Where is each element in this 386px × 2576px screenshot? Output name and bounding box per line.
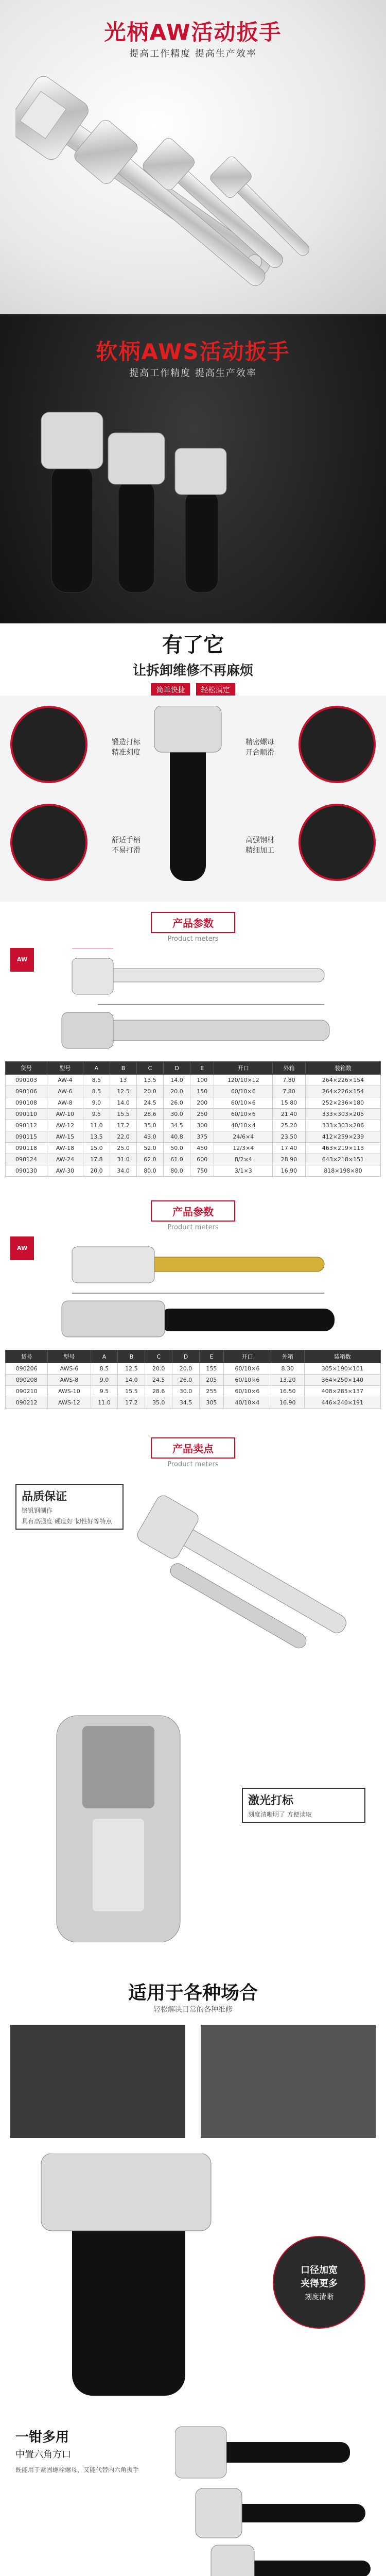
table-cell: 60/10×6	[214, 1086, 273, 1097]
quality-box-1	[15, 1484, 124, 1530]
table-cell: 28.90	[273, 1154, 306, 1165]
table-row	[6, 1165, 381, 1177]
table-cell: 200	[190, 1097, 214, 1109]
quality-box2-sub: 刻度清晰明了 方便读取	[248, 1811, 312, 1818]
product-params-chrome	[0, 902, 386, 1190]
col-header: C	[136, 1062, 163, 1075]
table-cell: 43.0	[136, 1131, 163, 1143]
brand-logo-badge: AW	[10, 948, 34, 972]
table-cell: 40.8	[164, 1131, 190, 1143]
table-cell: 8.5	[83, 1086, 110, 1097]
table-cell: 13	[110, 1075, 136, 1086]
dimension-diagram-soft	[41, 1236, 350, 1345]
table-cell: 090106	[6, 1086, 47, 1097]
tagline-pill-2: 轻松搞定	[196, 683, 235, 696]
col-header: 开口	[214, 1062, 273, 1075]
col-header: A	[83, 1062, 110, 1075]
table-cell: 300	[190, 1120, 214, 1131]
table-cell: 150	[190, 1086, 214, 1097]
table-cell: 13.5	[83, 1131, 110, 1143]
hero2-title: 软柄AWS活动扳手	[96, 339, 290, 364]
col-header: 货号	[6, 1350, 48, 1363]
params2-header	[0, 1200, 386, 1231]
table-cell: 15.5	[110, 1109, 136, 1120]
table-cell: 090210	[6, 1386, 48, 1397]
table-cell: 8.30	[271, 1363, 305, 1375]
table-row	[6, 1086, 381, 1097]
table-row	[6, 1109, 381, 1120]
table-cell: 9.0	[91, 1375, 118, 1386]
col-header: 外箱	[271, 1350, 305, 1363]
table-cell: 305	[199, 1397, 223, 1409]
table-cell: AWS-6	[48, 1363, 91, 1375]
table-cell: 333×303×205	[305, 1109, 380, 1120]
table-cell: 17.2	[110, 1120, 136, 1131]
table-cell: 205	[199, 1375, 223, 1386]
table-cell: 35.0	[136, 1120, 163, 1131]
table-cell: 090108	[6, 1097, 47, 1109]
table-cell: 60/10×6	[214, 1109, 273, 1120]
feature-label-1: 锻造打标 精准刻度	[112, 738, 141, 757]
table-cell: 26.0	[172, 1375, 200, 1386]
table-cell: 090124	[6, 1154, 47, 1165]
table-cell: 12.5	[110, 1086, 136, 1097]
tagline-sub: 让拆卸维修不再麻烦	[132, 663, 253, 679]
params1-subtitle: Product meters	[167, 935, 219, 943]
table-cell: 8/2×4	[214, 1154, 273, 1165]
table-cell: 090115	[6, 1131, 47, 1143]
table-cell: 60/10×6	[223, 1363, 271, 1375]
table-cell: 80.0	[136, 1165, 163, 1177]
dimension-diagram-chrome	[41, 948, 350, 1056]
params1-title: 产品参数	[151, 912, 235, 933]
table-row	[6, 1375, 381, 1386]
table-cell: 375	[190, 1131, 214, 1143]
hero-subtitle: 提高工作精度 提高生产效率	[129, 48, 257, 59]
table-cell: 090118	[6, 1143, 47, 1154]
table-row	[6, 1363, 381, 1375]
brand-logo-badge: AW	[10, 1236, 34, 1260]
col-header: 开口	[223, 1350, 271, 1363]
feature-center-wrench	[113, 706, 268, 891]
col-header: E	[199, 1350, 223, 1363]
table-cell: 17.2	[118, 1397, 145, 1409]
table-cell: 23.50	[273, 1131, 306, 1143]
selling-points	[0, 1427, 386, 1968]
table-cell: 252×236×180	[305, 1097, 380, 1109]
table-cell: 450	[190, 1143, 214, 1154]
table-cell: 24.5	[136, 1097, 163, 1109]
quality-box1-note: 具有高强度 硬度好 韧性好等特点	[22, 1518, 112, 1525]
scenario-badge-line2: 夹得更多	[301, 2278, 338, 2289]
hero-title: 光柄AW活动扳手	[104, 20, 282, 45]
table-cell: 34.5	[164, 1120, 190, 1131]
hero2-subtitle: 提高工作精度 提高生产效率	[129, 368, 257, 379]
table-cell: 090206	[6, 1363, 48, 1375]
table-row	[6, 1143, 381, 1154]
table-cell: AW-18	[47, 1143, 83, 1154]
table-cell: AW-6	[47, 1086, 83, 1097]
quality-box-2	[242, 1788, 365, 1823]
hero-chrome-wrench	[0, 0, 386, 314]
feature-bubble-3	[299, 706, 376, 783]
scenario-title: 适用于各种场合	[128, 1982, 258, 2004]
table-cell: 12/3×4	[214, 1143, 273, 1154]
table-cell: 155	[199, 1363, 223, 1375]
table-cell: 600	[190, 1154, 214, 1165]
feature-label-2: 舒适手柄 不易打滑	[112, 836, 141, 855]
col-header: C	[145, 1350, 172, 1363]
multi-use-and-range	[0, 2411, 386, 2576]
table-cell: 120/10×12	[214, 1075, 273, 1086]
table-cell: 14.0	[118, 1375, 145, 1386]
tagline-pill-1: 简单快捷	[151, 683, 190, 696]
table-cell: 20.0	[172, 1363, 200, 1375]
table-row	[6, 1154, 381, 1165]
scenario-badge	[273, 2236, 365, 2329]
table-cell: 408×285×137	[304, 1386, 380, 1397]
product-params-soft	[0, 1190, 386, 1427]
params1-header	[0, 912, 386, 943]
table-cell: 100	[190, 1075, 214, 1086]
table-cell: 80.0	[164, 1165, 190, 1177]
table-cell: 15.5	[118, 1386, 145, 1397]
feature-bubble-1	[10, 706, 87, 783]
table-cell: 090130	[6, 1165, 47, 1177]
col-header: 货号	[6, 1062, 47, 1075]
table-cell: 090212	[6, 1397, 48, 1409]
feature-label-4: 高强钢材 精细加工	[245, 836, 274, 855]
table-row	[6, 1097, 381, 1109]
table-cell: AW-15	[47, 1131, 83, 1143]
table-cell: 090112	[6, 1120, 47, 1131]
table-cell: 3/1×3	[214, 1165, 273, 1177]
table-cell: AW-8	[47, 1097, 83, 1109]
table-header-row	[6, 1062, 381, 1075]
table-cell: AW-4	[47, 1075, 83, 1086]
scenario-badge-line1: 口径加宽	[301, 2265, 338, 2276]
table-cell: 14.0	[110, 1097, 136, 1109]
col-header: 外箱	[273, 1062, 306, 1075]
table-cell: 9.5	[91, 1386, 118, 1397]
table-cell: 12.5	[118, 1363, 145, 1375]
params2-table	[5, 1350, 381, 1409]
feature-highlights	[0, 696, 386, 902]
table-cell: 11.0	[91, 1397, 118, 1409]
table-cell: AWS-12	[48, 1397, 91, 1409]
table-row	[6, 1075, 381, 1086]
quality-header	[0, 1437, 386, 1468]
col-header: B	[110, 1062, 136, 1075]
col-header: D	[172, 1350, 200, 1363]
col-header: B	[118, 1350, 145, 1363]
scenario-photo-1	[10, 2025, 185, 2138]
table-cell: 34.5	[172, 1397, 200, 1409]
table-cell: 9.0	[83, 1097, 110, 1109]
table-cell: 22.0	[110, 1131, 136, 1143]
table-cell: 17.8	[83, 1154, 110, 1165]
col-header: D	[164, 1062, 190, 1075]
table-cell: 14.0	[164, 1075, 190, 1086]
table-cell: 28.6	[136, 1109, 163, 1120]
table-cell: 090103	[6, 1075, 47, 1086]
scenario-badge-line3: 刻度清晰	[305, 2293, 334, 2301]
table-cell: 16.90	[271, 1397, 305, 1409]
table-row	[6, 1120, 381, 1131]
table-row	[6, 1397, 381, 1409]
table-cell: 61.0	[164, 1154, 190, 1165]
table-cell: 34.0	[110, 1165, 136, 1177]
col-header: 装箱数	[304, 1350, 380, 1363]
scenario-photo-2	[201, 2025, 376, 2138]
table-cell: 21.40	[273, 1109, 306, 1120]
table-cell: 090110	[6, 1109, 47, 1120]
table-cell: 818×198×80	[305, 1165, 380, 1177]
quality-wrench-set-image	[129, 1473, 376, 1690]
table-cell: AW-30	[47, 1165, 83, 1177]
table-cell: 364×250×140	[304, 1375, 380, 1386]
col-header: 型号	[47, 1062, 83, 1075]
table-row	[6, 1386, 381, 1397]
table-cell: 446×240×191	[304, 1397, 380, 1409]
multi-note: 既能用于紧固螺栓螺母，又能代替内六角扳手	[15, 2466, 139, 2473]
table-cell: 255	[199, 1386, 223, 1397]
params2-subtitle: Product meters	[167, 1224, 219, 1231]
table-cell: 250	[190, 1109, 214, 1120]
table-cell: 7.80	[273, 1075, 306, 1086]
table-cell: 52.0	[136, 1143, 163, 1154]
soft-grip-wrench-image	[31, 392, 355, 598]
table-cell: 30.0	[172, 1386, 200, 1397]
quality-subtitle: Product meters	[167, 1461, 219, 1468]
scenario-wrench-image	[10, 2154, 268, 2401]
table-cell: 305×190×101	[304, 1363, 380, 1375]
table-cell: AWS-8	[48, 1375, 91, 1386]
table-cell: 62.0	[136, 1154, 163, 1165]
table-cell: 40/10×4	[223, 1397, 271, 1409]
table-cell: 20.0	[136, 1086, 163, 1097]
multi-title: 一钳多用	[15, 2430, 69, 2445]
feature-label-3: 精密螺母 开合顺滑	[245, 738, 274, 757]
col-header: 装箱数	[305, 1062, 380, 1075]
table-cell: 26.0	[164, 1097, 190, 1109]
table-cell: 25.20	[273, 1120, 306, 1131]
table-cell: 31.0	[110, 1154, 136, 1165]
params1-table	[5, 1061, 381, 1177]
table-cell: 643×218×151	[305, 1154, 380, 1165]
laser-marking-closeup	[15, 1695, 232, 1942]
table-cell: 20.0	[145, 1363, 172, 1375]
col-header: E	[190, 1062, 214, 1075]
table-cell: 24.5	[145, 1375, 172, 1386]
table-cell: 25.0	[110, 1143, 136, 1154]
col-header: A	[91, 1350, 118, 1363]
table-row	[6, 1131, 381, 1143]
quality-title: 产品卖点	[151, 1437, 235, 1459]
table-cell: 20.0	[83, 1165, 110, 1177]
table-cell: 50.0	[164, 1143, 190, 1154]
params2-title: 产品参数	[151, 1200, 235, 1222]
table-cell: 333×303×206	[305, 1120, 380, 1131]
table-cell: AWS-10	[48, 1386, 91, 1397]
table-cell: 40/10×4	[214, 1120, 273, 1131]
table-cell: 15.80	[273, 1097, 306, 1109]
multi-use-wrench-image	[175, 2421, 381, 2576]
table-cell: 17.40	[273, 1143, 306, 1154]
table-cell: 264×226×154	[305, 1075, 380, 1086]
table-cell: 20.0	[164, 1086, 190, 1097]
table-cell: 60/10×6	[223, 1375, 271, 1386]
quality-box1-title: 品质保证	[22, 1490, 67, 1503]
multi-subtitle: 中置六角方口	[15, 2449, 71, 2460]
feature-bubble-2	[10, 804, 87, 881]
table-cell: 24/6×4	[214, 1131, 273, 1143]
table-cell: 60/10×6	[214, 1097, 273, 1109]
feature-bubble-4	[299, 804, 376, 881]
table-cell: 16.50	[271, 1386, 305, 1397]
tagline-band	[0, 623, 386, 696]
table-cell: 30.0	[164, 1109, 190, 1120]
scenario-subtitle: 轻松解决日常的各种维修	[153, 2006, 233, 2014]
table-cell: 8.5	[91, 1363, 118, 1375]
chrome-wrench-set-image	[15, 72, 371, 309]
tagline-main: 有了它	[162, 633, 224, 657]
table-cell: AW-10	[47, 1109, 83, 1120]
table-cell: 15.0	[83, 1143, 110, 1154]
table-cell: AW-12	[47, 1120, 83, 1131]
table-cell: 13.5	[136, 1075, 163, 1086]
quality-box2-title: 激光打标	[248, 1794, 294, 1807]
hero-soft-grip-wrench	[0, 314, 386, 696]
table-cell: 60/10×6	[223, 1386, 271, 1397]
table-cell: 28.6	[145, 1386, 172, 1397]
table-cell: AW-24	[47, 1154, 83, 1165]
table-cell: 463×219×113	[305, 1143, 380, 1154]
usage-scenarios	[0, 1968, 386, 2411]
table-cell: 35.0	[145, 1397, 172, 1409]
table-cell: 16.90	[273, 1165, 306, 1177]
quality-box1-sub: 铬钒钢制作	[22, 1507, 53, 1514]
table-cell: 412×259×239	[305, 1131, 380, 1143]
col-header: 型号	[48, 1350, 91, 1363]
table-header-row	[6, 1350, 381, 1363]
table-cell: 7.80	[273, 1086, 306, 1097]
table-cell: 750	[190, 1165, 214, 1177]
table-cell: 264×226×154	[305, 1086, 380, 1097]
table-cell: 090208	[6, 1375, 48, 1386]
table-cell: 13.20	[271, 1375, 305, 1386]
table-cell: 11.0	[83, 1120, 110, 1131]
table-cell: 9.5	[83, 1109, 110, 1120]
table-cell: 8.5	[83, 1075, 110, 1086]
